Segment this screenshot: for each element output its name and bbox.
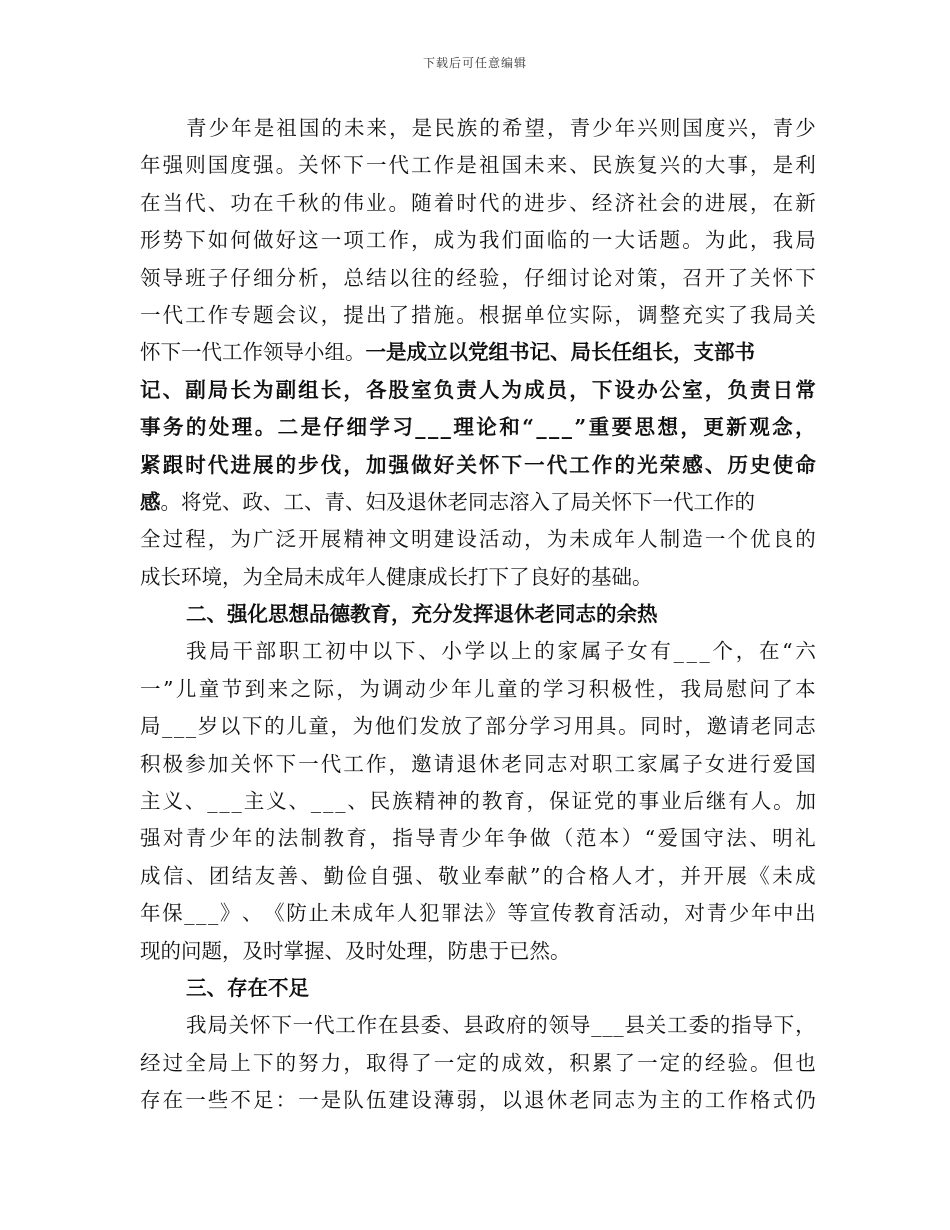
bold-text-line: 事 务 的 处 理 。 二 是 仔 细 学 习 _ _ _ 理 论 和 “ _ _ _ ” 重 要 思 想 ， 更 新 观 念 ，: [140, 415, 816, 440]
text-line: 强 对 青 少 年 的 法 制 教 育 ， 指 导 青 少 年 争 做 （ 范 本 ） “ 爱 国 守 法 、 明 礼: [140, 826, 816, 851]
text-line: 经 过 全 局 上 下 的 努 力 ， 取 得 了 一 定 的 成 效 ， 积 累 了 一 定 的 经 验 。 但 也: [140, 1050, 816, 1075]
section-heading: 二、强化思想品德教育，充分发挥退休老同志的余热: [186, 602, 658, 627]
document-body: [140, 110, 816, 1120]
text-line: 年 保 _ _ _ 》 、 《 防 止 未 成 年 人 犯 罪 法 》 等 宣 传 教 育 活 动 ， 对 青 少 年 中 出: [140, 901, 816, 926]
bold-text-segment: 一是成立以党组书记、局长任组长，支部书: [365, 340, 755, 365]
text-line: [140, 484, 816, 521]
text-line: 年 强 则 国 度 强 。 关 怀 下 一 代 工 作 是 祖 国 未 来 、 民 族 复 兴 的 大 事 ， 是 利: [140, 153, 816, 178]
text-line: 积 极 参 加 关 怀 下 一 代 工 作 ， 邀 请 退 休 老 同 志 对 职 工 家 属 子 女 进 行 爱 国: [140, 751, 816, 776]
bold-text-segment: 感: [140, 489, 161, 514]
text-line: 形 势 下 如 何 做 好 这 一 项 工 作 ， 成 为 我 们 面 临 的 一 大 话 题 。 为 此 ， 我 局: [140, 228, 816, 253]
text-line: 领 导 班 子 仔 细 分 析 ， 总 结 以 往 的 经 验 ， 仔 细 讨 论 对 策 ， 召 开 了 关 怀 下: [140, 265, 816, 290]
text-segment: 。将党、政、工、青、妇及退休老同志溶入了局关怀下一代工作的: [160, 489, 755, 514]
text-line: 一 代 工 作 专 题 会 议 ， 提 出 了 措 施 。 根 据 单 位 实 际 ， 调 整 充 实 了 我 局 关: [140, 302, 816, 327]
text-line: 一 ” 儿 童 节 到 来 之 际 ， 为 调 动 少 年 儿 童 的 学 习 积 极 性 ， 我 局 慰 问 了 本: [140, 676, 816, 701]
text-segment: 怀下一代工作领导小组。: [140, 340, 366, 365]
text-line: 我 局 关 怀 下 一 代 工 作 在 县 委 、 县 政 府 的 领 导 _ _ _ 县 关 工 委 的 指 导 下 ，: [186, 1013, 816, 1038]
bold-text-line: 紧 跟 时 代 进 展 的 步 伐 ， 加 强 做 好 关 怀 下 一 代 工 作 的 光 荣 感 、 历 史 使 命: [140, 452, 816, 477]
text-line: 在 当 代 、 功 在 千 秋 的 伟 业 。 随 着 时 代 的 进 步 、 经 济 社 会 的 进 展 ， 在 新: [140, 190, 816, 215]
text-line: 成长环境，为全局未成年人健康成长打下了良好的基础。: [140, 564, 653, 589]
section-heading: 三、存在不足: [186, 975, 309, 1000]
text-line: 我 局 干 部 职 工 初 中 以 下 、 小 学 以 上 的 家 属 子 女 有 _ _ _ 个 ， 在 “ 六: [186, 639, 816, 664]
text-line: 存 在 一 些 不 足 ： 一 是 队 伍 建 设 薄 弱 ， 以 退 休 老 同 志 为 主 的 工 作 格 式 仍: [140, 1088, 816, 1113]
text-line: 现的问题，及时掌握、及时处理，防患于已然。: [140, 938, 571, 963]
text-line: 成 信 、 团 结 友 善 、 勤 俭 自 强 、 敬 业 奉 献 ” 的 合 格 人 才 ， 并 开 展 《 未 成: [140, 863, 816, 888]
page-header-note: 下载后可任意编辑: [422, 56, 527, 70]
text-line: [140, 334, 816, 371]
text-line: 局 _ _ _ 岁 以 下 的 儿 童 ， 为 他 们 发 放 了 部 分 学 习 用 具 。 同 时 ， 邀 请 老 同 志: [140, 714, 816, 739]
text-line: 主 义 、 _ _ _ 主 义 、 _ _ _ 、 民 族 精 神 的 教 育 ， 保 证 党 的 事 业 后 继 有 人 。 加: [140, 789, 816, 814]
text-line: 全 过 程 ， 为 广 泛 开 展 精 神 文 明 建 设 活 动 ， 为 未 成 年 人 制 造 一 个 优 良 的: [140, 527, 816, 552]
bold-text-line: 记 、 副 局 长 为 副 组 长 ， 各 股 室 负 责 人 为 成 员 ， 下 设 办 公 室 ， 负 责 日 常: [140, 377, 816, 402]
text-line: 青 少 年 是 祖 国 的 未 来 ， 是 民 族 的 希 望 ， 青 少 年 兴 则 国 度 兴 ， 青 少: [186, 116, 816, 140]
